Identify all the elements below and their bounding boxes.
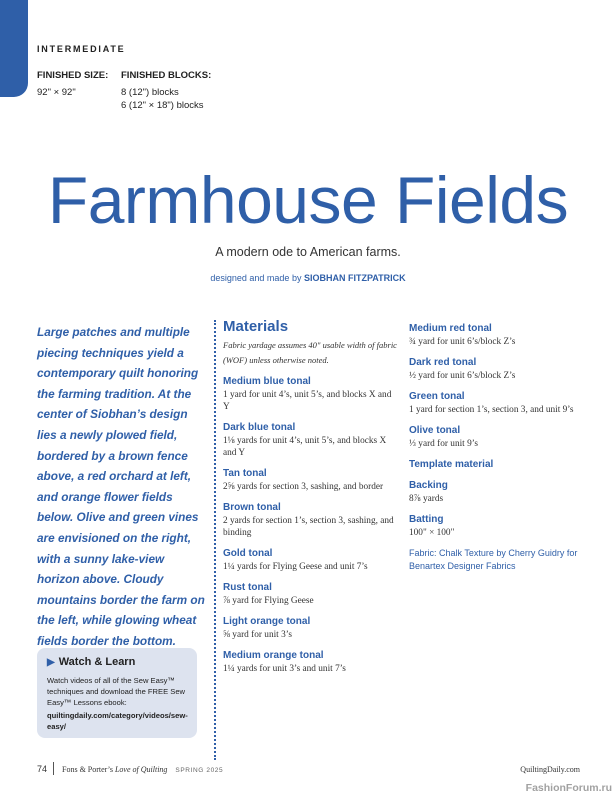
section-tab-marker bbox=[0, 0, 28, 97]
issue-label: SPRING 2025 bbox=[175, 767, 224, 774]
finished-blocks-item: 6 (12" × 18") blocks bbox=[121, 100, 204, 111]
sew-easy-link[interactable]: quiltingdaily.com/category/videos/sew-easy/ bbox=[47, 711, 188, 731]
material-item bbox=[223, 501, 398, 539]
play-icon: ▶ bbox=[47, 657, 55, 668]
material-name: Batting bbox=[409, 514, 444, 525]
watch-learn-body: Watch videos of all of the Sew Easy™ techniques and download the FREE Sew Easy™ Lessons ebook: bbox=[47, 676, 186, 707]
material-item bbox=[223, 581, 398, 607]
material-name: Light orange tonal bbox=[223, 616, 311, 627]
material-name: Olive tonal bbox=[409, 425, 461, 436]
footer-separator bbox=[53, 762, 54, 775]
material-item bbox=[409, 322, 589, 348]
material-item bbox=[409, 390, 589, 416]
material-item bbox=[409, 479, 589, 505]
magazine-name bbox=[62, 765, 223, 774]
materials-heading: Materials bbox=[223, 318, 289, 335]
material-desc: ⅓ yard for unit 9’s bbox=[409, 439, 478, 449]
website-label: QuiltingDaily.com bbox=[520, 765, 580, 774]
material-desc: ⅝ yard for unit 3’s bbox=[223, 630, 292, 640]
material-desc: ⅞ yard for Flying Geese bbox=[223, 596, 314, 606]
material-desc: 1 yard for unit 4’s, unit 5’s, and blocks X and Y bbox=[223, 390, 392, 412]
page-footer bbox=[37, 764, 580, 778]
material-desc: 1⅛ yards for unit 4’s, unit 5’s, and blocks X and Y bbox=[223, 436, 387, 458]
material-desc: 1¼ yards for unit 3’s and unit 7’s bbox=[223, 664, 346, 674]
material-desc: 1 yard for section 1’s, section 3, and unit 9’s bbox=[409, 405, 574, 415]
pattern-title: Farmhouse Fields bbox=[47, 163, 569, 237]
pattern-subtitle: A modern ode to American farms. bbox=[215, 245, 401, 259]
template-material-section bbox=[409, 458, 589, 471]
material-name: Medium orange tonal bbox=[223, 650, 324, 661]
material-item bbox=[409, 424, 589, 450]
template-material-heading: Template material bbox=[409, 459, 494, 470]
material-item bbox=[223, 649, 398, 675]
material-item bbox=[409, 356, 589, 382]
intro-paragraph: Large patches and multiple piecing techniques yield a contemporary quilt honoring the farming tradition. At the center of Siobhan’s design lies a newly plowed field, bordered by a brown fence above, a red orchard at left, and orange flower fields below. Olive and green vines are envisioned on the right, with a sunny lake-view horizon above. Cloudy mountains border the farm on the left, while glowing wheat fields border the bottom. bbox=[37, 325, 205, 648]
material-name: Backing bbox=[409, 480, 448, 491]
magazine-title: Love of Quilting bbox=[114, 765, 168, 774]
page-number: 74 bbox=[37, 764, 48, 774]
finished-blocks-item: 8 (12") blocks bbox=[121, 87, 179, 98]
material-item bbox=[223, 421, 398, 459]
finished-blocks-label: FINISHED BLOCKS: bbox=[121, 70, 212, 81]
material-item bbox=[223, 615, 398, 641]
watch-learn-title bbox=[47, 656, 135, 668]
difficulty-level: INTERMEDIATE bbox=[37, 44, 126, 54]
material-name: Dark blue tonal bbox=[223, 422, 296, 433]
material-name: Rust tonal bbox=[223, 582, 272, 593]
material-desc: ½ yard for unit 6’s/block Z’s bbox=[409, 371, 516, 381]
finished-size-value: 92" × 92" bbox=[37, 87, 76, 98]
material-name: Green tonal bbox=[409, 391, 465, 402]
finished-size bbox=[37, 70, 108, 99]
watch-learn-panel bbox=[37, 648, 197, 738]
material-item bbox=[223, 375, 398, 413]
watch-learn-title-text: Watch & Learn bbox=[58, 656, 136, 668]
materials-column-2 bbox=[409, 322, 589, 572]
finished-size-label: FINISHED SIZE: bbox=[37, 70, 109, 81]
materials-column-1 bbox=[223, 318, 398, 683]
material-name: Dark red tonal bbox=[409, 357, 477, 368]
material-desc: 100" × 100" bbox=[409, 528, 455, 538]
finished-blocks bbox=[121, 70, 211, 112]
credit-prefix: designed and made by bbox=[210, 273, 304, 283]
material-item bbox=[409, 513, 589, 539]
material-desc: 2⅝ yards for section 3, sashing, and border bbox=[223, 482, 384, 492]
materials-note: Fabric yardage assumes 40" usable width of fabric (WOF) unless otherwise noted. bbox=[223, 340, 397, 365]
material-name: Tan tonal bbox=[223, 468, 267, 479]
material-desc: 2 yards for section 1’s, section 3, sashing, and binding bbox=[223, 516, 394, 538]
material-name: Medium red tonal bbox=[409, 323, 492, 334]
watermark: FashionForum.ru bbox=[525, 782, 612, 794]
column-divider bbox=[214, 320, 216, 760]
material-name: Brown tonal bbox=[223, 502, 281, 513]
material-item bbox=[223, 547, 398, 573]
material-desc: ¾ yard for unit 6’s/block Z’s bbox=[409, 337, 516, 347]
material-desc: 8⅞ yards bbox=[409, 494, 444, 504]
material-item bbox=[223, 467, 398, 493]
designer-name: SIOBHAN FITZPATRICK bbox=[303, 273, 406, 283]
material-name: Gold tonal bbox=[223, 548, 273, 559]
magazine-prefix: Fons & Porter’s bbox=[62, 765, 115, 774]
material-name: Medium blue tonal bbox=[223, 376, 311, 387]
designer-credit bbox=[0, 273, 616, 283]
fabric-credit: Fabric: Chalk Texture by Cherry Guidry for Benartex Designer Fabrics bbox=[409, 548, 578, 571]
material-desc: 1¼ yards for Flying Geese and unit 7’s bbox=[223, 562, 368, 572]
